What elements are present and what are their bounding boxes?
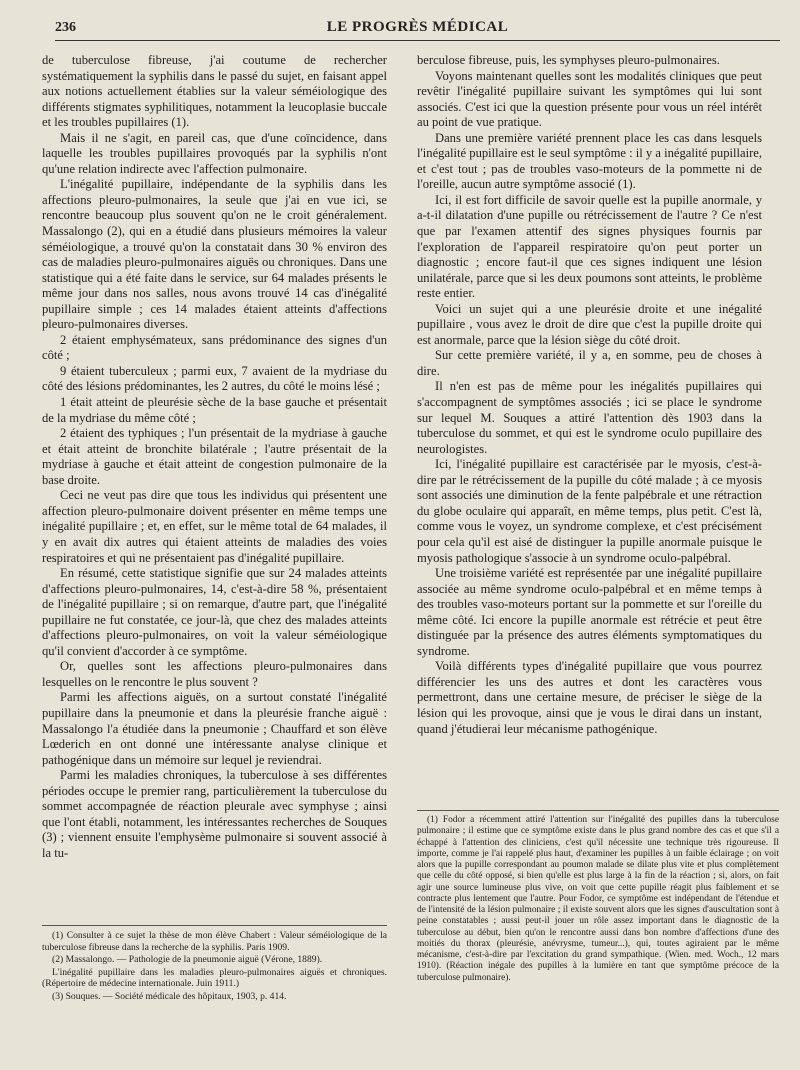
- paragraph: berculose fibreuse, puis, les symphyses pleuro-pulmonaires.: [417, 53, 720, 67]
- paragraph: Parmi les affections aiguës, on a surtout constaté l'inégalité pupillaire dans la pneumonie et dans la pleurésie franche aiguë : Massalongo l'a étudiée dans la pneumonie ; Chauffard et son élève Lœderich en ont donné une intéressante analyse clinique et pathogénique dans un mémoire sur lequel je reviendrai.: [42, 690, 387, 767]
- footnote: (1) Consulter à ce sujet la thèse de mon élève Chabert : Valeur séméiologique de la tuberculose fibreuse dans la recherche de la syphilis. Paris 1909.: [42, 930, 387, 953]
- page-number: 236: [55, 20, 76, 35]
- paragraph: Ceci ne veut pas dire que tous les individus qui présentent une affection pleuro-pulmonaire doivent présenter en même temps une inégalité pupillaire ; et, en effet, sur le même total de 64 malades, il y en avait dix autres qui étaient atteints de maladies des voies respiratoires et qui ne présentaient pas d'inégalité pupillaire.: [42, 488, 387, 565]
- footnotes-left: [42, 925, 387, 1004]
- footnote: (3) Souques. — Société médicale des hôpitaux, 1903, p. 414.: [52, 990, 287, 1002]
- paragraph: En résumé, cette statistique signifie que sur 24 malades atteints d'affections pleuro-pulmonaires, 14, c'est-à-dire 58 %, présentaient de l'inégalité pupillaire ; si on remarque, d'autre part, que l'inégalité pupillaire ne fut constatée, ce jour-là, que chez des malades atteints d'affections pleuro-pulmonaires, on voit la valeur séméiologique qu'il convient d'accorder à ce symptôme.: [42, 566, 387, 658]
- paragraph: Ici, il est fort difficile de savoir quelle est la pupille anormale, y a-t-il dilatation d'une pupille ou rétrécissement de l'autre ? Ce n'est que par l'examen attentif des signes physiques fournis par l'exploration de l'appareil respiratoire qu'on peut porter un diagnostic ; encore faut-il que ces signes indiquent une lésion unilatérale, parce que si les deux poumons sont atteints, le problème reste entier.: [417, 192, 762, 301]
- left-column: [42, 53, 387, 861]
- paragraph: Sur cette première variété, il y a, en somme, peu de choses à dire.: [417, 348, 762, 378]
- paragraph: Or, quelles sont les affections pleuro-pulmonaires dans lesquelles on le rencontre le plus souvent ?: [42, 659, 387, 689]
- paragraph: 1 était atteint de pleurésie sèche de la base gauche et présentait de la mydriase du même côté ;: [42, 395, 387, 425]
- paragraph: Ici, l'inégalité pupillaire est caractérisée par le myosis, c'est-à-dire par le rétrécissement de la pupille du côté malade ; à ce myosis sont associés une diminution de la fente palpébrale et une rétraction du globe oculaire qui apparaît, en même temps, plus petit. C'est là, comme vous le voyez, un syndrome complexe, et c'est précisément pour cela qu'il est aisé de distinguer la pupille anormale puisque le myosis pathologique s'associe à un syndrome oculo-palpébral.: [417, 457, 762, 565]
- paragraph: 9 étaient tuberculeux ; parmi eux, 7 avaient de la mydriase du côté des lésions prédominantes, les 2 autres, du côté le moins lésé ;: [42, 363, 387, 394]
- paragraph: Il n'en est pas de même pour les inégalités pupillaires qui s'accompagnent de symptômes associés ; ici se place le syndrome sur lequel M. Souques a attiré l'attention dès 1903 dans la tuberculose du sommet, et qui est le syndrome oculo pupillaire des neurologistes.: [417, 379, 762, 456]
- page-header: [55, 14, 780, 41]
- paragraph: L'inégalité pupillaire, indépendante de la syphilis dans les affections pleuro-pulmonaires, la seule que j'ai en vue ici, se rencontre beaucoup plus souvent qu'on ne le croit généralement. Massalongo (2), qui en a étudié dans plusieurs mémoires la valeur séméiologique, a trouvé qu'on la constatait dans 30 % environ des cas de maladies pleuro-pulmonaires aiguës ou chroniques. Dans une statistique qui a été faite dans le service, sur 64 malades présents le même jour dans nos salles, nous avons trouvé 14 cas d'inégalité pupillaire simple ; ces 14 malades étaient atteints d'affections pleuro-pulmonaires diverses.: [42, 177, 387, 332]
- paragraph: 2 étaient des typhiques ; l'un présentait de la mydriase à gauche et était atteint de bronchite bilatérale ; l'autre présentait de la mydriase à gauche et était atteint de congestion pulmonaire de la base droite.: [42, 426, 387, 487]
- paragraph: 2 étaient emphysémateux, sans prédominance des signes d'un côté ;: [42, 332, 387, 363]
- paragraph: Mais il ne s'agit, en pareil cas, que d'une coïncidence, dans laquelle les troubles pupillaires provoqués par la syphilis n'ont qu'une relation indirecte avec l'affection pulmonaire.: [42, 130, 387, 176]
- footnotes-right: [417, 810, 779, 985]
- paragraph: Voilà différents types d'inégalité pupillaire que vous pourrez différencier les uns des autres et dont les caractères vous permettront, dans une certaine mesure, de préciser le siège de la lésion qui les provoque, ainsi que je vous le dirai dans un instant, quand j'étudierai leur mécanisme pathogénique.: [417, 659, 762, 736]
- footnote: L'inégalité pupillaire dans les maladies pleuro-pulmonaires aiguës et chroniques. (Répertoire de médecine internationale. Juin 1911.): [42, 966, 387, 990]
- paragraph: Parmi les maladies chroniques, la tuberculose à ses différentes périodes occupe le premier rang, particulièrement la tuberculose du sommet accompagnée de réaction pleurale avec symphyse ; ainsi que l'ont établi, notamment, les intéressantes recherches de Souques (3) ; viennent ensuite l'emphysème pulmonaire si souvent associé à la tu-: [42, 768, 387, 860]
- paragraph: Voici un sujet qui a une pleurésie droite et une inégalité pupillaire , vous avez le droit de dire que c'est la pupille droite qui est anormale, parce que la lésion siège du côté droit.: [417, 301, 762, 347]
- right-column: [417, 53, 762, 737]
- paragraph: de tuberculose fibreuse, j'ai coutume de rechercher systématiquement la syphilis dans le passé du sujet, en faisant appel aux notions actuellement établies sur la valeur séméiologique des différents stigmates syphilitiques, notamment la leucoplasie buccale et les troubles pupillaires (1).: [42, 53, 387, 130]
- footnote: (1) Fodor a récemment attiré l'attention sur l'inégalité des pupilles dans la tuberculose pulmonaire ; il estime que ce symptôme existe dans le plus grand nombre des cas et que s'il a échappé à l'attention des cliniciens, c'est qu'il nécessite une technique très rigoureuse. Il importe, comme je l'ai rappelé plus haut, d'examiner les pupilles à un faible éclairage ; on voit alors que la pupille correspondant au poumon malade se dilate plus vite et plus complètement que celle du côté opposé, si bien qu'elle est plus large à la fin de la réaction ; si, alors, on fait agir une source lumineuse plus vive, on voit que cette pupille réagit plus faiblement et se contracte plus lentement que l'autre. Pour Fodor, ce symptôme est indépendant de l'étendue et de l'intensité de la lésion pulmonaire ; il existe souvent alors que les signes d'auscultation sont à peine constatables ; aussi peut-il jouer un rôle assez important dans le diagnostic de la tuberculose au début, bien qu'on le rencontre aussi dans bon nombre d'affections d'une des moitiés du thorax (pleurésie, anévrysme, tumeur...), qui, toutes agiraient par le même mécanisme, c'est-à-dire par l'excitation du grand sympathique. (Wien. med. Woch., 12 mars 1910). (Réaction inégale des pupilles à la lumière en tant que symptôme précoce de la tuberculose pulmonaire).: [417, 815, 779, 983]
- paragraph: Une troisième variété est représentée par une inégalité pupillaire associée au même syndrome oculo-palpébral et en même temps à des troubles vaso-moteurs portant sur la pommette et sur l'oreille du même côté. Ici encore la pupille anormale est rétrécie et peut être distinguée par la présence des autres éléments symptomatiques du syndrome.: [417, 566, 762, 658]
- footnote: (2) Massalongo. — Pathologie de la pneumonie aiguë (Vérone, 1889).: [52, 954, 323, 966]
- paragraph: Dans une première variété prennent place les cas dans lesquels l'inégalité pupillaire est le seul symptôme : il y a inégalité pupillaire, et c'est tout ; pas de troubles vaso-moteurs de la pommette ni de l'oreille, aucun autre symptôme associé (1).: [417, 130, 763, 192]
- journal-title: LE PROGRÈS MÉDICAL: [326, 19, 509, 35]
- paragraph: Voyons maintenant quelles sont les modalités cliniques que peut revêtir l'inégalité pupillaire suivant les symptômes qui lui sont associés. C'est ici que la question présente pour vous un réel intérêt au point de vue pratique.: [417, 68, 762, 130]
